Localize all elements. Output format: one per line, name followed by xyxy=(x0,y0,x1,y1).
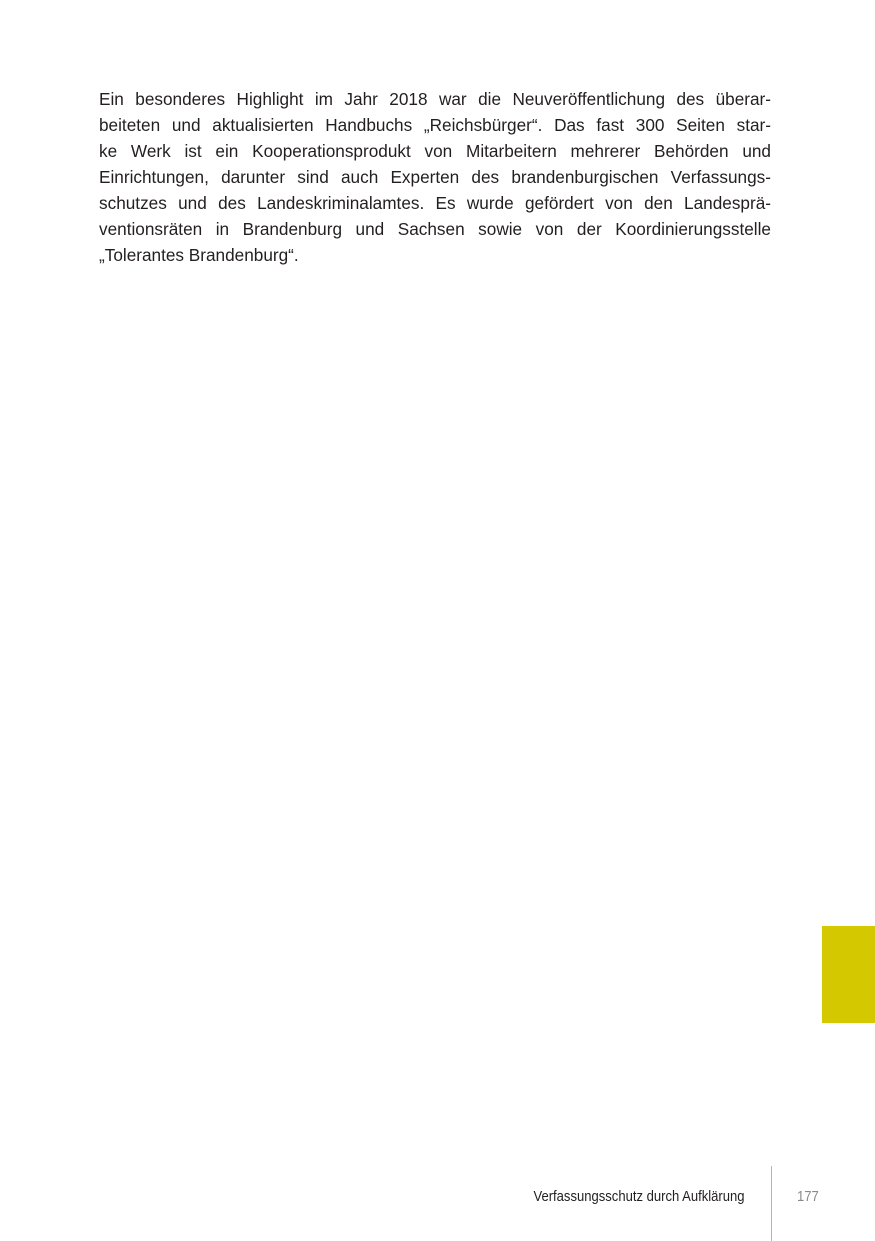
paragraph-line: Einrichtungen, darunter sind auch Experten des brandenburgischen Verfassungs- xyxy=(99,167,771,187)
footer-chapter-title: Verfassungsschutz durch Aufklärung xyxy=(533,1189,745,1205)
paragraph-line: ke Werk ist ein Kooperationsprodukt von Mitarbeitern mehrerer Behörden und xyxy=(99,141,771,161)
paragraph-line: „Tolerantes Brandenburg“. xyxy=(99,245,299,265)
paragraph-line: beiteten und aktualisierten Handbuchs „Reichsbürger“. Das fast 300 Seiten star- xyxy=(99,115,771,135)
body-paragraph xyxy=(99,86,771,268)
paragraph-line: schutzes und des Landeskriminalamtes. Es wurde gefördert von den Landesprä- xyxy=(99,193,771,213)
paragraph-line: Ein besonderes Highlight im Jahr 2018 war die Neuveröffentlichung des überar- xyxy=(99,89,771,109)
paragraph-line: ventionsräten in Brandenburg und Sachsen sowie von der Koordinierungsstelle xyxy=(99,219,771,239)
footer-divider xyxy=(771,1166,772,1241)
page-number: 177 xyxy=(797,1189,819,1205)
chapter-tab-marker xyxy=(822,926,875,1023)
